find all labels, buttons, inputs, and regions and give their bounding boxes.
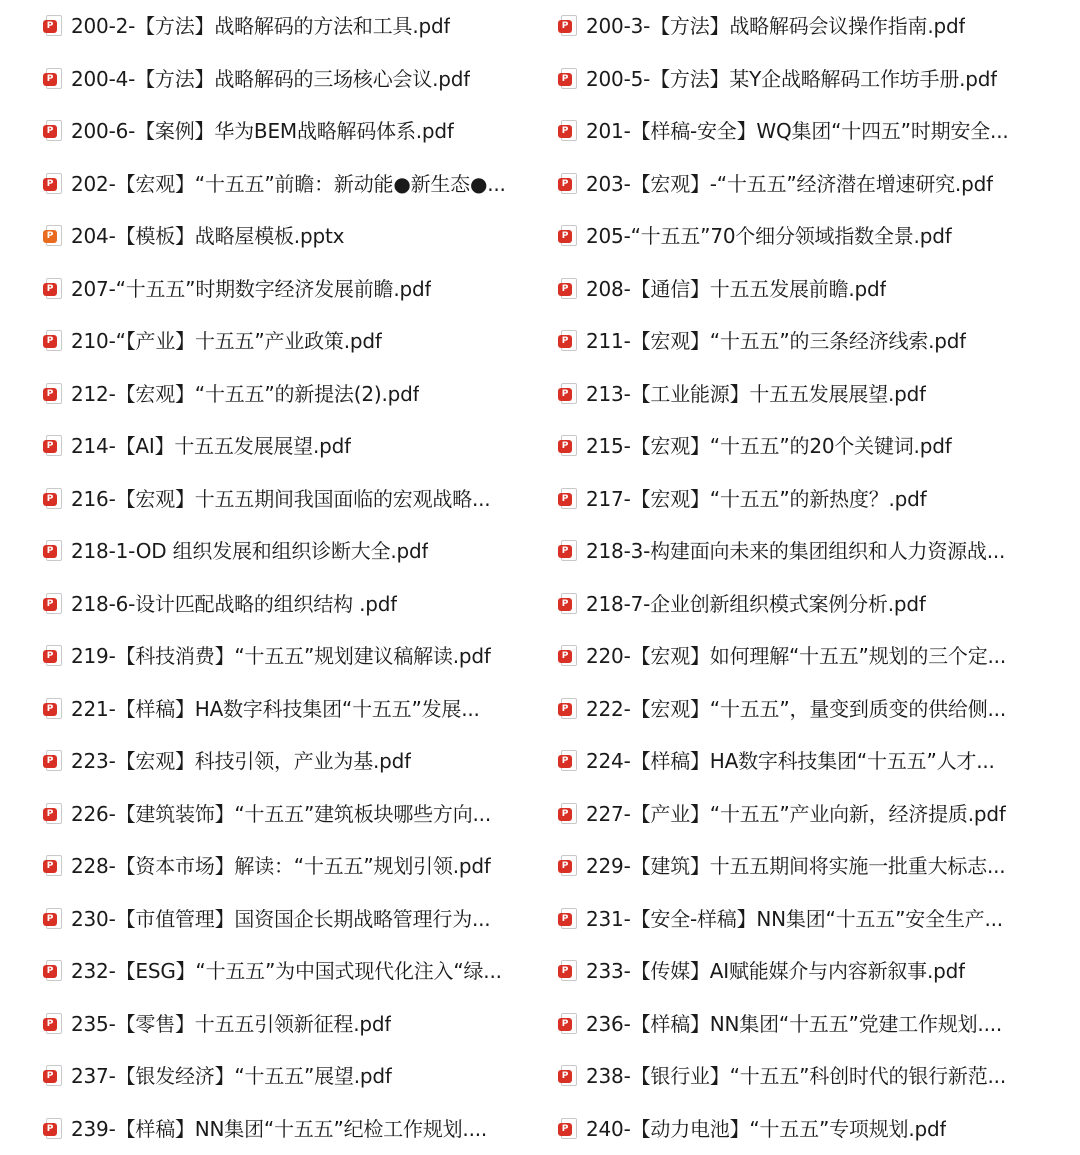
- pdf-file-icon: [43, 698, 63, 720]
- pdf-file-icon: [43, 645, 63, 667]
- pdf-file-icon: [43, 540, 63, 562]
- file-name: 228-【资本市场】解读：“十五五”规划引领.pdf: [71, 854, 491, 879]
- file-item[interactable]: [0, 0, 516, 53]
- file-type-badge: P: [43, 755, 57, 768]
- file-name: 218-3-构建面向未来的集团组织和人力资源战...: [586, 539, 1006, 564]
- file-name: 220-【宏观】如何理解“十五五”规划的三个定...: [586, 644, 1006, 669]
- file-name: 207-“十五五”时期数字经济发展前瞻.pdf: [71, 276, 432, 301]
- pdf-file-icon: [558, 225, 578, 247]
- file-item[interactable]: [516, 210, 1080, 263]
- file-type-badge: P: [558, 703, 572, 716]
- file-name: 237-【银发经济】“十五五”展望.pdf: [71, 1064, 392, 1089]
- file-item[interactable]: [0, 735, 516, 788]
- file-name: 240-【动力电池】“十五五”专项规划.pdf: [586, 1116, 947, 1141]
- file-name: 218-7-企业创新组织模式案例分析.pdf: [586, 591, 926, 616]
- pdf-file-icon: [43, 750, 63, 772]
- pdf-file-icon: [43, 330, 63, 352]
- file-name: 218-1-OD 组织发展和组织诊断大全.pdf: [71, 539, 429, 564]
- pdf-file-icon: [43, 1065, 63, 1087]
- file-type-badge: P: [43, 545, 57, 558]
- file-item[interactable]: [516, 1103, 1080, 1155]
- file-type-badge: P: [558, 20, 572, 33]
- file-type-badge: P: [43, 808, 57, 821]
- file-name: 213-【工业能源】十五五发展展望.pdf: [586, 381, 926, 406]
- file-name: 210-“【产业】十五五”产业政策.pdf: [71, 329, 382, 354]
- file-item[interactable]: [516, 420, 1080, 473]
- file-name: 200-4-【方法】战略解码的三场核心会议.pdf: [71, 66, 471, 91]
- pdf-file-icon: [43, 435, 63, 457]
- file-type-badge: P: [43, 913, 57, 926]
- file-name: 208-【通信】十五五发展前瞻.pdf: [586, 276, 887, 301]
- file-item[interactable]: [0, 368, 516, 421]
- file-item[interactable]: [0, 420, 516, 473]
- pdf-file-icon: [558, 120, 578, 142]
- pdf-file-icon: [558, 908, 578, 930]
- pdf-file-icon: [558, 383, 578, 405]
- file-item[interactable]: [0, 788, 516, 841]
- file-type-badge: P: [43, 860, 57, 873]
- pdf-file-icon: [43, 960, 63, 982]
- file-type-badge: P: [43, 598, 57, 611]
- file-type-badge: P: [558, 755, 572, 768]
- file-name: 200-3-【方法】战略解码会议操作指南.pdf: [586, 14, 966, 39]
- file-item[interactable]: [516, 473, 1080, 526]
- file-type-badge: P: [558, 440, 572, 453]
- file-name: 230-【市值管理】国资国企长期战略管理行为...: [71, 906, 491, 931]
- pdf-file-icon: [558, 750, 578, 772]
- file-item[interactable]: [0, 893, 516, 946]
- pdf-file-icon: [43, 278, 63, 300]
- file-item[interactable]: [0, 105, 516, 158]
- file-name: 238-【银行业】“十五五”科创时代的银行新范...: [586, 1064, 1006, 1089]
- file-type-badge: P: [558, 283, 572, 296]
- pdf-file-icon: [43, 1013, 63, 1035]
- file-item[interactable]: [0, 998, 516, 1051]
- file-item[interactable]: [516, 735, 1080, 788]
- file-item[interactable]: [516, 1050, 1080, 1103]
- file-type-badge: P: [558, 650, 572, 663]
- pdf-file-icon: [558, 698, 578, 720]
- pdf-file-icon: [43, 173, 63, 195]
- file-type-badge: P: [43, 125, 57, 138]
- file-name: 224-【样稿】HA数字科技集团“十五五”人才...: [586, 749, 995, 774]
- file-name: 239-【样稿】NN集团“十五五”纪检工作规划....: [71, 1116, 488, 1141]
- file-name: 229-【建筑】十五五期间将实施一批重大标志...: [586, 854, 1006, 879]
- pdf-file-icon: [558, 803, 578, 825]
- pdf-file-icon: [558, 15, 578, 37]
- file-item[interactable]: [516, 683, 1080, 736]
- file-item[interactable]: [0, 578, 516, 631]
- file-name: 212-【宏观】“十五五”的新提法(2).pdf: [71, 381, 420, 406]
- file-item[interactable]: [516, 158, 1080, 211]
- file-name: 201-【样稿-安全】WQ集团“十四五”时期安全...: [586, 119, 1009, 144]
- file-item[interactable]: [516, 893, 1080, 946]
- file-type-badge: P: [43, 283, 57, 296]
- pdf-file-icon: [43, 120, 63, 142]
- file-item[interactable]: [0, 525, 516, 578]
- file-type-badge: P: [558, 913, 572, 926]
- file-name: 200-5-【方法】某Y企战略解码工作坊手册.pdf: [586, 66, 998, 91]
- file-type-badge: P: [43, 335, 57, 348]
- file-name: 232-【ESG】“十五五”为中国式现代化注入“绿...: [71, 959, 502, 984]
- file-type-badge: P: [558, 230, 572, 243]
- file-item[interactable]: [516, 368, 1080, 421]
- file-type-badge: P: [43, 703, 57, 716]
- file-name: 215-【宏观】“十五五”的20个关键词.pdf: [586, 434, 952, 459]
- file-item[interactable]: [516, 315, 1080, 368]
- file-type-badge: P: [558, 598, 572, 611]
- file-item[interactable]: [0, 630, 516, 683]
- file-type-badge: P: [558, 1070, 572, 1083]
- file-item[interactable]: [516, 630, 1080, 683]
- pdf-file-icon: [558, 1118, 578, 1140]
- file-item[interactable]: [516, 53, 1080, 106]
- file-name: 226-【建筑装饰】“十五五”建筑板块哪些方向...: [71, 801, 491, 826]
- file-name: 235-【零售】十五五引领新征程.pdf: [71, 1011, 392, 1036]
- pdf-file-icon: [558, 278, 578, 300]
- pdf-file-icon: [558, 855, 578, 877]
- file-type-badge: P: [558, 545, 572, 558]
- file-name: 231-【安全-样稿】NN集团“十五五”安全生产...: [586, 906, 1003, 931]
- file-item[interactable]: [516, 840, 1080, 893]
- file-name: 204-【模板】战略屋模板.pptx: [71, 224, 345, 249]
- pdf-file-icon: [558, 960, 578, 982]
- file-name: 205-“十五五”70个细分领域指数全景.pdf: [586, 224, 952, 249]
- file-item[interactable]: [0, 315, 516, 368]
- file-type-badge: P: [43, 178, 57, 191]
- file-item[interactable]: [0, 945, 516, 998]
- file-name: 223-【宏观】科技引领，产业为基.pdf: [71, 749, 411, 774]
- pdf-file-icon: [558, 435, 578, 457]
- file-name: 202-【宏观】“十五五”前瞻：新动能●新生态●...: [71, 171, 506, 196]
- file-item[interactable]: [516, 578, 1080, 631]
- file-item[interactable]: [0, 263, 516, 316]
- pdf-file-icon: [558, 488, 578, 510]
- file-type-badge: P: [43, 388, 57, 401]
- file-type-badge: P: [43, 230, 57, 243]
- file-type-badge: P: [43, 965, 57, 978]
- pdf-file-icon: [558, 593, 578, 615]
- file-name: 227-【产业】“十五五”产业向新，经济提质.pdf: [586, 801, 1006, 826]
- file-item[interactable]: [516, 263, 1080, 316]
- file-item[interactable]: [0, 1050, 516, 1103]
- file-item[interactable]: [0, 473, 516, 526]
- file-type-badge: P: [558, 125, 572, 138]
- file-item[interactable]: [0, 158, 516, 211]
- pdf-file-icon: [43, 855, 63, 877]
- file-type-badge: P: [558, 965, 572, 978]
- file-type-badge: P: [43, 73, 57, 86]
- pdf-file-icon: [43, 68, 63, 90]
- pdf-file-icon: [43, 593, 63, 615]
- file-name: 211-【宏观】“十五五”的三条经济线索.pdf: [586, 329, 967, 354]
- file-name: 214-【AI】十五五发展展望.pdf: [71, 434, 351, 459]
- file-type-badge: P: [43, 20, 57, 33]
- file-type-badge: P: [43, 1070, 57, 1083]
- file-name: 200-2-【方法】战略解码的方法和工具.pdf: [71, 14, 451, 39]
- file-item[interactable]: [516, 788, 1080, 841]
- file-item[interactable]: [516, 525, 1080, 578]
- pptx-file-icon: [43, 225, 63, 247]
- file-name: 222-【宏观】“十五五”，量变到质变的供给侧...: [586, 696, 1006, 721]
- file-item[interactable]: [516, 998, 1080, 1051]
- file-type-badge: P: [558, 493, 572, 506]
- file-name: 218-6-设计匹配战略的组织结构 .pdf: [71, 591, 398, 616]
- file-item[interactable]: [516, 945, 1080, 998]
- file-name: 236-【样稿】NN集团“十五五”党建工作规划....: [586, 1011, 1003, 1036]
- file-type-badge: P: [558, 178, 572, 191]
- file-name: 203-【宏观】-“十五五”经济潜在增速研究.pdf: [586, 171, 993, 196]
- file-item[interactable]: [0, 840, 516, 893]
- file-item[interactable]: [516, 105, 1080, 158]
- pdf-file-icon: [43, 1118, 63, 1140]
- pdf-file-icon: [558, 540, 578, 562]
- file-type-badge: P: [558, 860, 572, 873]
- file-name: 200-6-【案例】华为BEM战略解码体系.pdf: [71, 119, 454, 144]
- file-item[interactable]: [0, 210, 516, 263]
- pdf-file-icon: [43, 383, 63, 405]
- file-type-badge: P: [43, 1123, 57, 1136]
- file-type-badge: P: [43, 440, 57, 453]
- file-type-badge: P: [558, 1018, 572, 1031]
- file-type-badge: P: [558, 1123, 572, 1136]
- pdf-file-icon: [43, 488, 63, 510]
- file-type-badge: P: [43, 1018, 57, 1031]
- file-item[interactable]: [0, 1103, 516, 1155]
- file-type-badge: P: [43, 650, 57, 663]
- file-name: 217-【宏观】“十五五”的新热度？.pdf: [586, 486, 927, 511]
- pdf-file-icon: [43, 15, 63, 37]
- file-item[interactable]: [0, 53, 516, 106]
- pdf-file-icon: [558, 68, 578, 90]
- file-name: 219-【科技消费】“十五五”规划建议稿解读.pdf: [71, 644, 491, 669]
- file-type-badge: P: [558, 388, 572, 401]
- file-item[interactable]: [0, 683, 516, 736]
- pdf-file-icon: [558, 330, 578, 352]
- pdf-file-icon: [43, 908, 63, 930]
- file-type-badge: P: [558, 73, 572, 86]
- file-type-badge: P: [558, 335, 572, 348]
- pdf-file-icon: [558, 1013, 578, 1035]
- pdf-file-icon: [558, 645, 578, 667]
- file-item[interactable]: [516, 0, 1080, 53]
- pdf-file-icon: [43, 803, 63, 825]
- pdf-file-icon: [558, 173, 578, 195]
- file-name: 221-【样稿】HA数字科技集团“十五五”发展...: [71, 696, 480, 721]
- file-type-badge: P: [43, 493, 57, 506]
- pdf-file-icon: [558, 1065, 578, 1087]
- file-type-badge: P: [558, 808, 572, 821]
- file-name: 233-【传媒】AI赋能媒介与内容新叙事.pdf: [586, 959, 965, 984]
- file-name: 216-【宏观】十五五期间我国面临的宏观战略...: [71, 486, 491, 511]
